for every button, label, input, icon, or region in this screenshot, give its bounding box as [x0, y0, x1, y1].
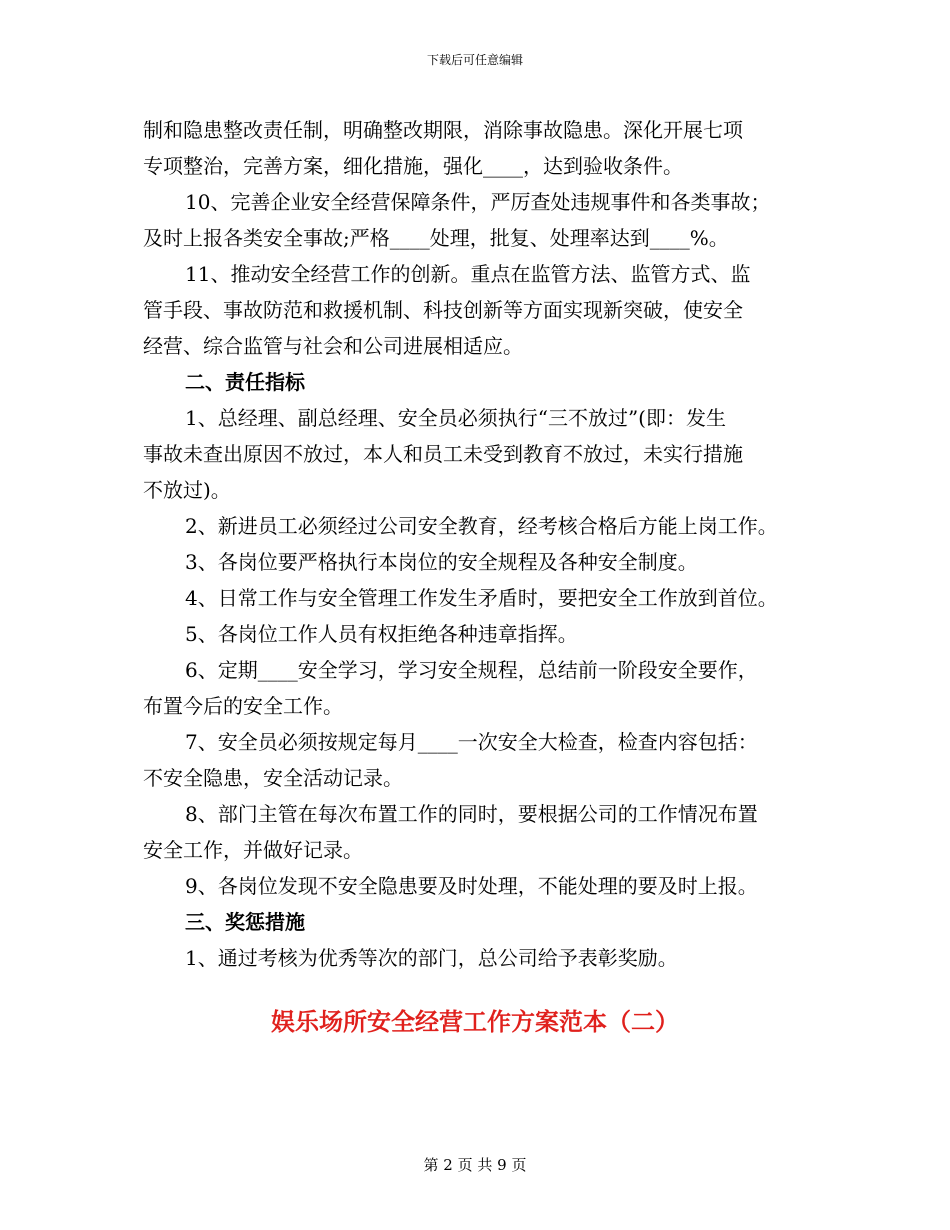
paragraph — [143, 868, 813, 904]
paragraph — [143, 400, 813, 508]
text-line: 不安全隐患，安全活动记录。 — [143, 766, 403, 790]
text-line: 5、各岗位工作人员有权拒绝各种违章指挥。 — [185, 622, 578, 646]
page-header: 下载后可任意编辑 — [426, 53, 523, 67]
paragraph — [143, 616, 813, 652]
section-title: 娱乐场所安全经营工作方案范本（二） — [271, 1008, 679, 1036]
page-footer: 第 2 页 共 9 页 — [423, 1156, 527, 1174]
text-line: 1、通过考核为优秀等次的部门，总公司给予表彰奖励。 — [185, 946, 678, 970]
paragraph — [143, 796, 813, 868]
text-line: 专项整治，完善方案，细化措施，强化____，达到验收条件。 — [143, 154, 683, 178]
text-line: 10、完善企业安全经营保障条件，严厉查处违规事件和各类事故； — [185, 190, 771, 214]
text-line: 三、奖惩措施 — [185, 910, 305, 934]
paragraph — [143, 112, 813, 184]
document-body — [143, 112, 813, 976]
text-line: 8、部门主管在每次布置工作的同时，要根据公司的工作情况布置 — [185, 802, 758, 826]
text-line: 布置今后的安全工作。 — [143, 694, 343, 718]
paragraph — [143, 508, 813, 544]
section-heading — [143, 904, 813, 940]
paragraph — [143, 940, 813, 976]
text-line: 不放过)。 — [143, 478, 231, 502]
text-line: 二、责任指标 — [185, 370, 305, 394]
paragraph — [143, 652, 813, 724]
paragraph — [143, 724, 813, 796]
text-line: 9、各岗位发现不安全隐患要及时处理，不能处理的要及时上报。 — [185, 874, 758, 898]
text-line: 1、总经理、副总经理、安全员必须执行“三不放过”(即：发生 — [185, 406, 726, 430]
text-line: 2、新进员工必须经过公司安全教育，经考核合格后方能上岗工作。 — [185, 514, 778, 538]
text-line: 7、安全员必须按规定每月____一次安全大检查，检查内容包括： — [185, 730, 758, 754]
paragraph — [143, 580, 813, 616]
text-line: 事故未查出原因不放过，本人和员工未受到教育不放过，未实行措施 — [143, 442, 743, 466]
text-line: 11、推动安全经营工作的创新。重点在监管方法、监管方式、监 — [185, 262, 751, 286]
text-line: 及时上报各类安全事故;严格____处理，批复、处理率达到____%。 — [143, 226, 729, 250]
text-line: 3、各岗位要严格执行本岗位的安全规程及各种安全制度。 — [185, 550, 698, 574]
paragraph — [143, 256, 813, 364]
text-line: 经营、综合监管与社会和公司进展相适应。 — [143, 334, 523, 358]
text-line: 6、定期____安全学习，学习安全规程，总结前一阶段安全要作， — [185, 658, 758, 682]
paragraph — [143, 544, 813, 580]
text-line: 管手段、事故防范和救援机制、科技创新等方面实现新突破，使安全 — [143, 298, 743, 322]
text-line: 制和隐患整改责任制，明确整改期限，消除事故隐患。深化开展七项 — [143, 118, 743, 142]
section-heading — [143, 364, 813, 400]
text-line: 4、日常工作与安全管理工作发生矛盾时，要把安全工作放到首位。 — [185, 586, 778, 610]
paragraph — [143, 184, 813, 256]
text-line: 安全工作，并做好记录。 — [143, 838, 363, 862]
